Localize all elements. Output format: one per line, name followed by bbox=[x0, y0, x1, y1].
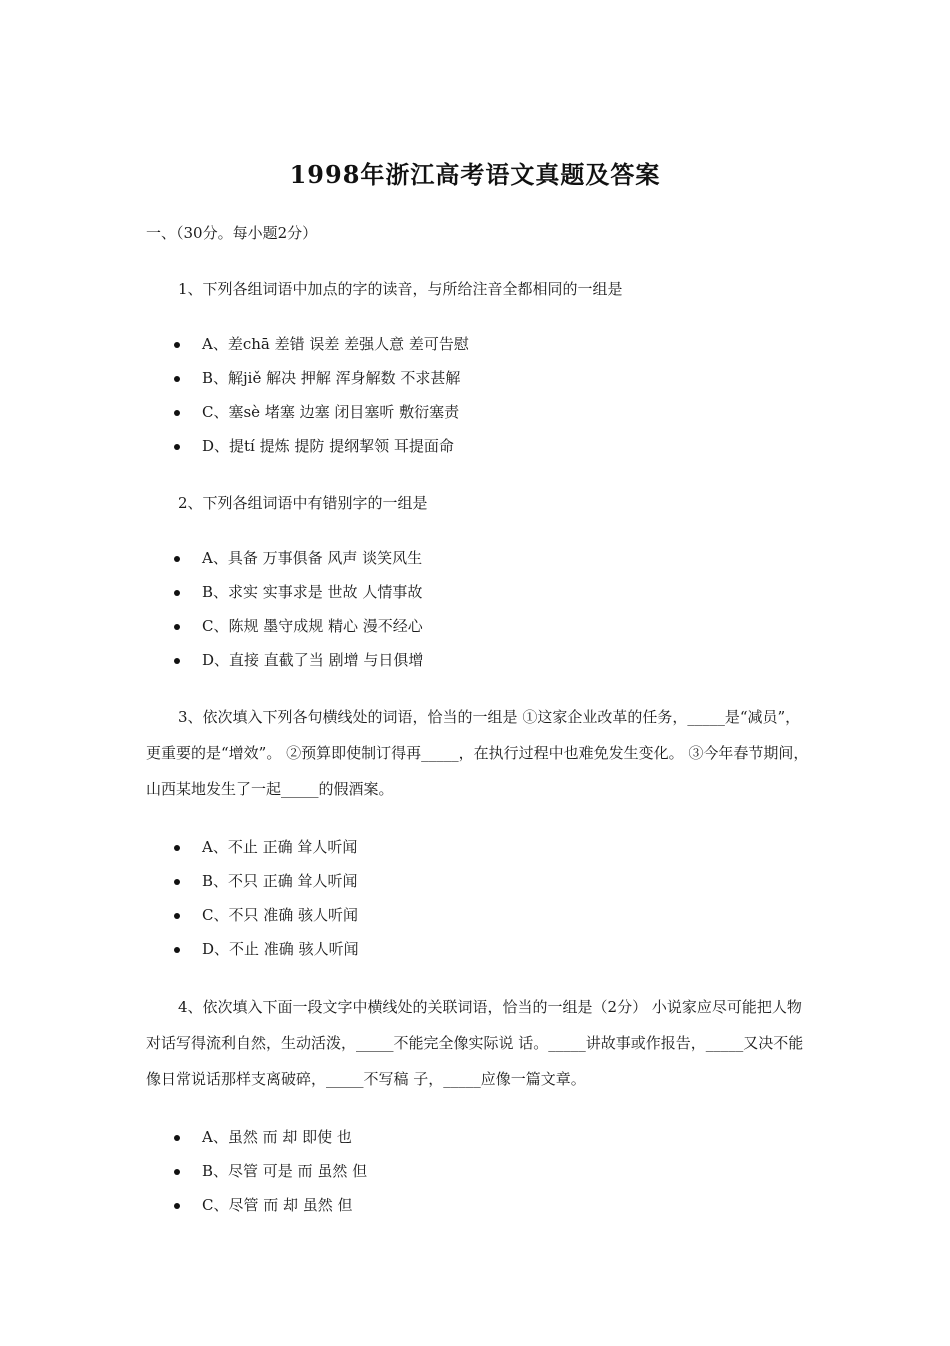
bullet-icon bbox=[174, 376, 180, 382]
option-item bbox=[146, 1154, 367, 1188]
bullet-icon bbox=[174, 947, 180, 953]
bullet-icon bbox=[174, 1169, 180, 1175]
bullet-icon bbox=[174, 913, 180, 919]
option-item bbox=[146, 327, 469, 361]
option-text: A、虽然 而 却 即使 也 bbox=[202, 1128, 352, 1146]
bullet-icon bbox=[174, 410, 180, 416]
option-item bbox=[146, 361, 469, 395]
option-text: A、不止 正确 耸人听闻 bbox=[202, 838, 358, 856]
option-item bbox=[146, 395, 469, 429]
option-item bbox=[146, 575, 423, 609]
option-item bbox=[146, 541, 423, 575]
option-item bbox=[146, 1188, 367, 1222]
question-1-options bbox=[146, 327, 469, 463]
bullet-icon bbox=[174, 1203, 180, 1209]
option-item bbox=[146, 429, 469, 463]
bullet-icon bbox=[174, 845, 180, 851]
question-2-stem: 2、下列各组词语中有错别字的一组是 bbox=[178, 494, 428, 512]
option-text: A、具备 万事俱备 风声 谈笑风生 bbox=[202, 549, 423, 567]
section-heading: 一、（30分。每小题2分） bbox=[146, 224, 318, 242]
question-3-stem: 3、依次填入下列各句横线处的词语，恰当的一组是 ①这家企业改革的任务，_____是“减员”，更重要的是“增效”。 ②预算即使制订得再_____，在执行过程中也难免发生变化。 ③今年春节期间，山西某地发生了一起_____的假酒案。 bbox=[146, 708, 809, 798]
option-text: B、不只 正确 耸人听闻 bbox=[202, 872, 358, 890]
option-item bbox=[146, 1120, 367, 1154]
option-text: C、塞sè 堵塞 边塞 闭目塞听 敷衍塞责 bbox=[202, 403, 460, 421]
option-text: D、直接 直截了当 剧增 与日俱增 bbox=[202, 651, 424, 669]
question-4-options bbox=[146, 1120, 367, 1222]
bullet-icon bbox=[174, 444, 180, 450]
option-text: D、不止 准确 骇人听闻 bbox=[202, 940, 359, 958]
option-text: A、差chā 差错 误差 差强人意 差可告慰 bbox=[202, 335, 469, 353]
option-text: C、不只 准确 骇人听闻 bbox=[202, 906, 359, 924]
option-text: C、尽管 而 却 虽然 但 bbox=[202, 1196, 353, 1214]
bullet-icon bbox=[174, 556, 180, 562]
option-text: B、求实 实事求是 世故 人情事故 bbox=[202, 583, 423, 601]
option-item bbox=[146, 643, 423, 677]
bullet-icon bbox=[174, 624, 180, 630]
question-4-stem: 4、依次填入下面一段文字中横线处的关联词语，恰当的一组是（2分） 小说家应尽可能把人物对话写得流利自然，生动活泼，_____不能完全像实际说 话。_____讲故事或作报告，_____又决不能像日常说话那样支离破碎，_____不写稿 子，_____应像一篇文章。 bbox=[146, 998, 804, 1088]
option-text: B、解jiě 解决 押解 浑身解数 不求甚解 bbox=[202, 369, 461, 387]
option-item bbox=[146, 898, 359, 932]
option-text: B、尽管 可是 而 虽然 但 bbox=[202, 1162, 368, 1180]
bullet-icon bbox=[174, 879, 180, 885]
option-item bbox=[146, 864, 359, 898]
option-item bbox=[146, 609, 423, 643]
question-2-options bbox=[146, 541, 423, 677]
option-text: D、提tí 提炼 提防 提纲挈领 耳提面命 bbox=[202, 437, 454, 455]
bullet-icon bbox=[174, 1135, 180, 1141]
option-text: C、陈规 墨守成规 精心 漫不经心 bbox=[202, 617, 423, 635]
question-1-stem: 1、下列各组词语中加点的字的读音，与所给注音全都相同的一组是 bbox=[178, 280, 623, 298]
option-item bbox=[146, 932, 359, 966]
bullet-icon bbox=[174, 342, 180, 348]
page-title: 1998年浙江高考语文真题及答案 bbox=[289, 160, 661, 189]
bullet-icon bbox=[174, 590, 180, 596]
question-3-options bbox=[146, 830, 359, 966]
bullet-icon bbox=[174, 658, 180, 664]
option-item bbox=[146, 830, 359, 864]
